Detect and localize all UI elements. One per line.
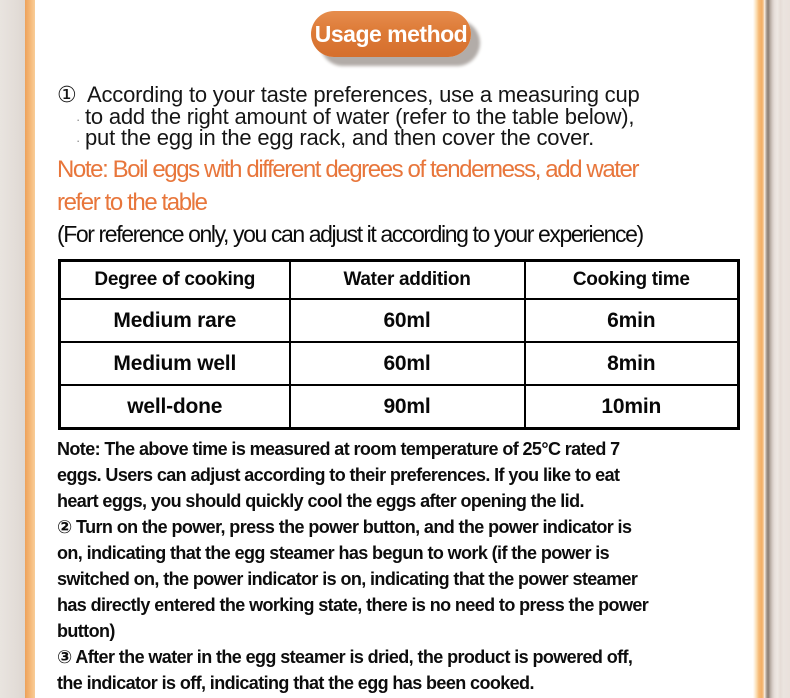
cell-degree: Medium rare — [60, 299, 290, 342]
cell-degree: Medium well — [60, 342, 290, 385]
step1-line-1-text: According to your taste preferences, use a measuring cup — [87, 82, 640, 107]
step2-paragraph — [57, 514, 648, 644]
cell-degree: well-done — [60, 385, 290, 429]
temperature-note-line-2: eggs. Users can adjust according to their preferences. If you like to eat — [57, 465, 620, 485]
header-degree-of-cooking: Degree of cooking — [60, 261, 290, 300]
cell-time: 6min — [525, 299, 739, 342]
temperature-note — [57, 436, 620, 514]
orange-note-line-1: Note: Boil eggs with different degrees of tenderness, add water — [57, 156, 639, 183]
usage-method-badge — [311, 11, 471, 57]
table-row-medium-well — [60, 342, 739, 385]
step2-line-3: switched on, the power indicator is on, indicating that the power steamer — [57, 569, 638, 589]
step3-line-2: the indicator is off, indicating that the egg has been cooked. — [57, 673, 534, 693]
step1-paragraph — [57, 84, 640, 149]
temperature-note-line-3: heart eggs, you should quickly cool the eggs after opening the lid. — [57, 491, 584, 511]
orange-note — [57, 153, 638, 219]
step3-paragraph — [57, 644, 632, 696]
cell-time: 8min — [525, 342, 739, 385]
cell-time: 10min — [525, 385, 739, 429]
table-row-well-done — [60, 385, 739, 429]
step1-line-3: · put the egg in the egg rack, and then cover the cover. — [57, 127, 640, 149]
cooking-table — [58, 259, 740, 430]
left-page-margin — [0, 0, 25, 698]
cell-water: 60ml — [290, 299, 525, 342]
header-cooking-time: Cooking time — [525, 261, 739, 300]
orange-note-line-2: refer to the table — [57, 189, 207, 216]
step1-line-2: · to add the right amount of water (refer to the table below), — [57, 106, 640, 128]
temperature-note-line-1: Note: The above time is measured at room temperature of 25°C rated 7 — [57, 439, 620, 459]
step1-line-1 — [57, 84, 640, 106]
right-page-edge-stripes — [753, 0, 790, 698]
cell-water: 90ml — [290, 385, 525, 429]
reference-note: (For reference only, you can adjust it according to your experience) — [57, 221, 643, 247]
cell-water: 60ml — [290, 342, 525, 385]
step2-line-5: button) — [57, 621, 115, 641]
table-header-row — [60, 261, 739, 300]
step3-line-1: ③ After the water in the egg steamer is dried, the product is powered off, — [57, 647, 633, 667]
table-row-medium-rare — [60, 299, 739, 342]
circled-1-marker: ① — [57, 82, 77, 107]
step2-line-2: on, indicating that the egg steamer has begun to work (if the power is — [57, 543, 610, 563]
step2-line-1: ② Turn on the power, press the power button, and the power indicator is — [57, 517, 632, 537]
step2-line-4: has directly entered the working state, there is no need to press the power — [57, 595, 649, 615]
left-orange-stripe — [25, 0, 35, 698]
header-water-addition: Water addition — [290, 261, 525, 300]
usage-method-badge-label: Usage method — [314, 20, 468, 47]
